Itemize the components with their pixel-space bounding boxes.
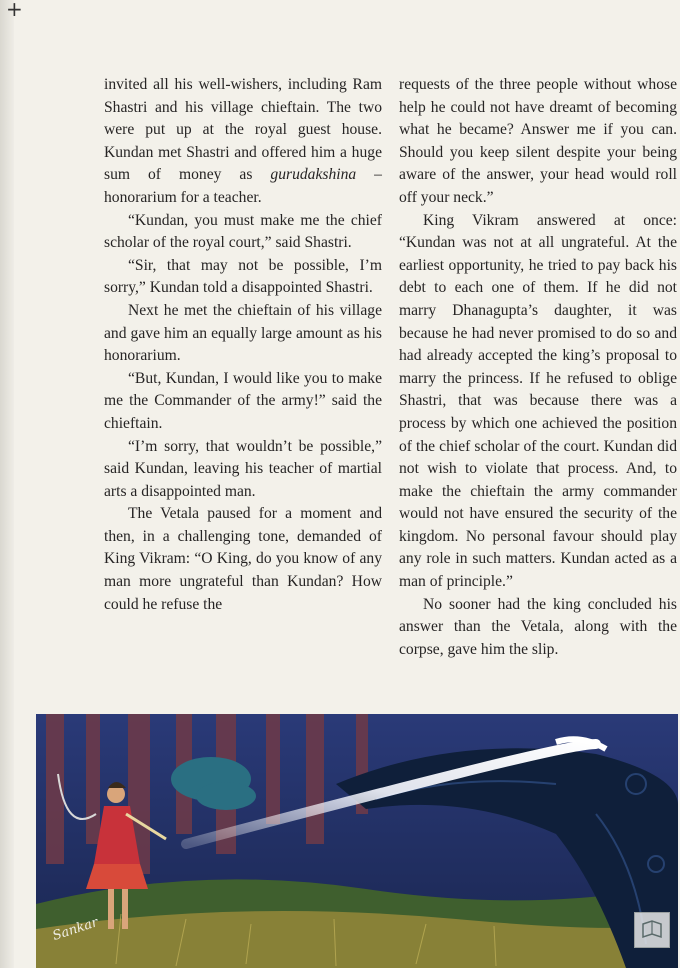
book-logo-icon bbox=[634, 912, 670, 948]
paragraph: King Vikram answered at once: “Kundan was not at all ungrateful. At the earliest opportunity, he tried to pay back his debt to each one of them. If he did not marry Dhanagupta’s daughter, it was because he had never promised to do so and had already accepted the king’s proposal to marry the princess. If he refused to oblige Shastri, that was because there was a process by which one achieved the position of the chief scholar of the court. Kundan did not wish to violate that process. And, to make the chieftain the army commander would not have ensured the security of the kingdom. No personal favour should play any role in such matters. Kundan acted as a man of principle.” bbox=[399, 211, 677, 591]
artist-signature: Sankar bbox=[50, 915, 101, 944]
crop-mark: + bbox=[6, 0, 23, 21]
book-logo-icon bbox=[640, 918, 664, 942]
paragraph: No sooner had the king concluded his answer than the Vetala, along with the corpse, gave him the slip. bbox=[399, 595, 677, 658]
paragraph: requests of the three people without whose help he could not have dreamt of becoming what he became? Answer me if you can. Should you keep silent despite your being aware of the answer, your head would roll off your neck.” bbox=[399, 76, 677, 206]
paragraph: “I’m sorry, that wouldn’t be possible,” said Kundan, leaving his teacher of martial arts a disappointed man. bbox=[104, 437, 382, 500]
story-illustration bbox=[36, 714, 678, 968]
paragraph: The Vetala paused for a moment and then, in a challenging tone, demanded of King Vikram: “O King, do you know of any man more ungrateful than Kundan? How could he refuse the bbox=[104, 505, 382, 613]
paragraph: “But, Kundan, I would like you to make me the Commander of the army!” said the chieftain. bbox=[104, 369, 382, 432]
page-edge bbox=[0, 0, 14, 968]
paragraph: “Kundan, you must make me the chief scholar of the royal court,” said Shastri. bbox=[104, 211, 382, 252]
paragraph: Next he met the chieftain of his village and gave him an equally large amount as his honorarium. bbox=[104, 301, 382, 365]
paragraph: invited all his well-wishers, including Ram Shastri and his village chieftain. The two were put up at the royal guest house. Kundan met Shastri and offered him a huge sum of money as gurudakshina – honorarium for a teacher. bbox=[104, 76, 382, 206]
forest-scene-image bbox=[36, 714, 678, 968]
text-column-right bbox=[399, 74, 677, 661]
italic-term: gurudakshina bbox=[270, 166, 357, 184]
text-column-left bbox=[104, 74, 382, 616]
paragraph: “Sir, that may not be possible, I’m sorry,” Kundan told a disappointed Shastri. bbox=[104, 256, 382, 297]
